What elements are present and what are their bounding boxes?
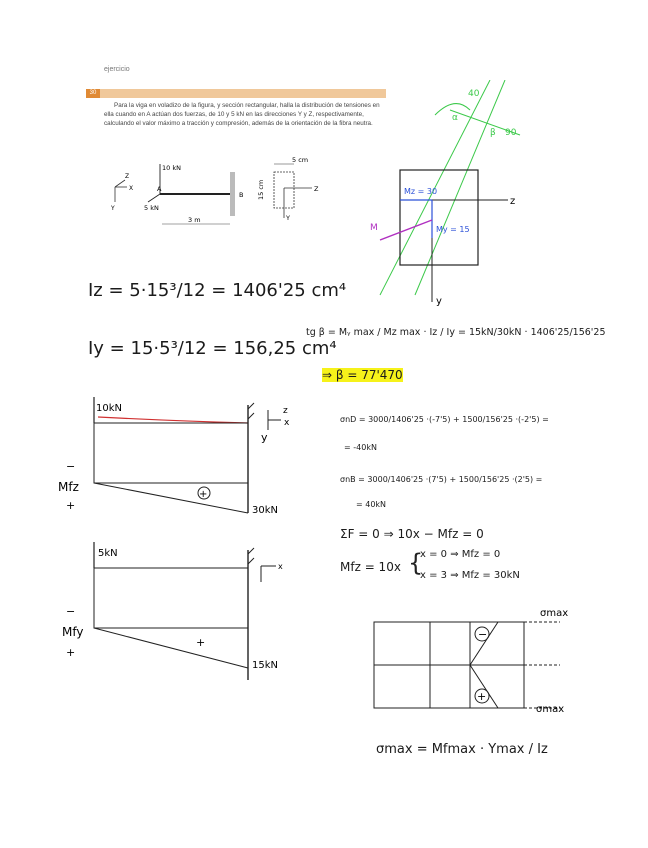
fig-point-b: B (239, 191, 244, 199)
fig-axis-z: Z (125, 173, 130, 180)
fig-axis-x: X (129, 185, 134, 192)
eq-sigma-d: σnD = 3000/1406'25 ·(-7'5) + 1500/156'25 ·(-2'5) = (340, 415, 549, 424)
eq-case-2: x = 3 ⇒ Mfz = 30kN (420, 570, 520, 581)
fig-width: 5 cm (292, 156, 309, 164)
stress-grid (360, 600, 580, 720)
fig-force-z: 5 kN (144, 204, 159, 212)
section-axis-y: y (436, 296, 442, 307)
moment-label-2: Mfy (62, 625, 84, 639)
beam2-minus: − (66, 605, 76, 618)
load-2: 5kN (98, 548, 118, 559)
beam1-minus: − (66, 460, 76, 473)
fig-force-y: 10 kN (162, 164, 181, 172)
exercise-number: 30 (86, 89, 100, 98)
eq-case-1: x = 0 ⇒ Mfz = 0 (420, 549, 501, 560)
angle-beta: β (490, 128, 496, 138)
exercise-bar (86, 89, 386, 98)
fig-section-y: Y (286, 214, 290, 222)
section-axis-z: z (510, 196, 516, 207)
beam1-axis-y: y (261, 431, 268, 444)
problem-figure (100, 150, 340, 230)
beam1-axis-x: x (284, 418, 290, 428)
beam-diagram-2 (56, 540, 316, 690)
eq-iy: Iy = 15·5³/12 = 156,25 cm⁴ (88, 338, 337, 359)
fig-height: 15 cm (257, 179, 265, 200)
sigma-bottom-label: σmax (536, 704, 565, 715)
beam2-plus: + (66, 646, 76, 659)
moment-end-2: 15kN (252, 660, 278, 671)
angle-alpha: α (452, 113, 458, 123)
section-m: M (370, 223, 378, 233)
fig-axis-y: Y (111, 205, 115, 212)
fig-length: 3 m (188, 216, 201, 224)
eq-sigma-d-result: = -40kN (344, 443, 377, 452)
eq-sum-f: ΣF = 0 ⇒ 10x − Mfz = 0 (340, 527, 484, 541)
moment-end-1: 30kN (252, 505, 278, 516)
exercise-header: ejercicio (104, 66, 130, 73)
moment-label-1: Mfz (58, 480, 79, 494)
fig-section-z: Z (314, 185, 319, 193)
stress-positive: + (477, 690, 487, 703)
eq-mfz: Mfz = 10x (340, 560, 401, 574)
problem-statement: Para la viga en voladizo de la figura, y sección rectangular, halla la distribución de tensiones en ella cuando en A actúan dos fuerzas, de 10 y 5 kN en las direcciones Y y Z, respectivamente, calculando el valor máximo a tracción y compresión, además de la orientación de la fibra neutra. (104, 102, 380, 127)
eq-sigma-b-result: = 40kN (356, 500, 387, 509)
fig-point-a: A (157, 185, 162, 193)
load-1: 10kN (96, 403, 122, 414)
section-mz: Mz = 30 (404, 187, 438, 196)
beam-diagram-1 (56, 395, 316, 525)
stress-negative: − (478, 628, 488, 641)
eq-sigma-b: σnB = 3000/1406'25 ·(7'5) + 1500/156'25 ·(2'5) = (340, 475, 543, 484)
eq-sigma-max: σmax = Mfmax · Ymax / Iz (376, 742, 548, 757)
eq-iz: Iz = 5·15³/12 = 1406'25 cm⁴ (88, 280, 347, 301)
beam2-positive: + (196, 636, 206, 649)
sigma-top-label: σmax (540, 608, 569, 619)
section-my: My = 15 (436, 225, 470, 234)
beam1-plus: + (66, 499, 76, 512)
beam1-axis-z: z (283, 406, 288, 416)
angle-40-label: 40 (468, 89, 480, 99)
angle-90-label: 90 (505, 128, 517, 138)
beam1-positive: + (199, 489, 208, 500)
section-diagram (360, 80, 530, 310)
eq-tan-beta: tg β = Mᵧ max / Mz max · Iz / Iy = 15kN/30kN · 1406'25/156'25 (306, 327, 606, 338)
beam2-axis-x: x (278, 562, 283, 571)
eq-beta: ⇒ β = 77'470 (322, 368, 403, 382)
